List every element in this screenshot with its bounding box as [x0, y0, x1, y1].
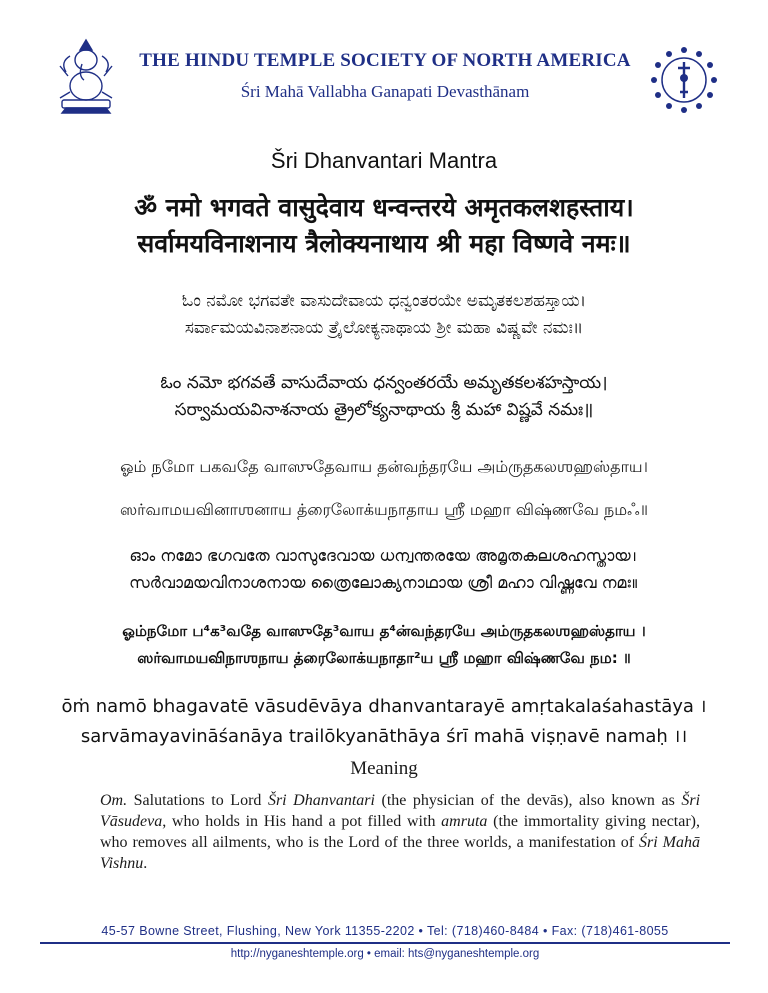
organization-name: THE HINDU TEMPLE SOCIETY OF NORTH AMERICA [139, 50, 631, 71]
kannada-verse [0, 288, 768, 342]
meaning-text-part: Salutations to Lord [127, 792, 268, 809]
malayalam-verse [0, 542, 768, 596]
verse-line: सर्वामयविनाशनाय त्रैलोक्यनाथाय श्री महा विष्णवे नमः॥ [137, 229, 631, 258]
grantha-verse-line-1 [0, 455, 768, 479]
meaning-text-part: (the physician of the devās), also known as [374, 792, 682, 809]
verse-line: ಓಂ ನಮೋ ಭಗವತೇ ವಾಸುದೇವಾಯ ಧನ್ವಂತರಯೇ ಅಮೃತಕಲಶಹಸ್ತಾಯ। [181, 291, 587, 311]
temple-subtitle: Śri Mahā Vallabha Ganapati Devasthānam [240, 82, 530, 101]
letterhead [0, 30, 768, 120]
footer-contact: http://nyganeshtemple.org • email: hts@nyganeshtemple.org [230, 948, 540, 960]
meaning-heading: Meaning [350, 758, 418, 779]
mantra-title: Šri Dhanvantari Mantra [270, 148, 498, 173]
verse-line: sarvāmayavināśanāya trailōkyanāthāya śrī mahā viṣṇavē namaḥ ।। [80, 726, 688, 747]
verse-line: ōṁ namō bhagavatē vāsudēvāya dhanvantarayē amṛtakalaśahastāya । [61, 696, 707, 717]
temple-seal-icon [650, 46, 718, 114]
tamil-verse [0, 618, 768, 672]
footer-divider [40, 942, 730, 944]
nectar-word: amruta [441, 813, 488, 830]
meaning-text-part: (the immortality giving nectar), who removes all ailments, who is the Lord of the three worlds, a manifestation of [100, 813, 701, 851]
verse-line: സർവാമയവിനാശനായ ത്രൈലോക്യനാഥായ ശ്രീ മഹാ വിഷ്ണവേ നമഃ॥ [129, 573, 639, 592]
om-word: Om. [100, 792, 128, 809]
verse-line: ఓం నమో భగవతే వాసుదేవాయ ధన్వంతరయే అమృతకలశహస్తాయ। [160, 373, 608, 393]
verse-line: ॐ नमो भगवते वासुदेवाय धन्वन्तरये अमृतकलशहस्ताय। [134, 193, 634, 222]
deity-name: Šri Dhanvantari [267, 792, 375, 809]
footer-address: 45-57 Bowne Street, Flushing, New York 11355-2202 • Tel: (718)460-8484 • Fax: (718)461-8055 [101, 924, 669, 938]
meaning-text-part: . [143, 855, 148, 872]
verse-line: ஓம்நமோ ப⁴க³வதே வாஸுதே³வாய த⁴ன்வந்தரயே அம்ருதகலஶஹஸ்தாய । [122, 622, 646, 640]
meaning-text-part: , who holds in His hand a pot filled with [162, 813, 442, 830]
verse-line: ஸர்வாமயவினாஶனாய த்ரைலோக்யநாதாய ஶ்ரீ மஹா விஷ்ணவே நமஃ॥ [119, 500, 649, 519]
iast-transliteration [0, 692, 768, 752]
devanagari-verse [0, 190, 768, 262]
verse-line: ഓം നമോ ഭഗവതേ വാസുദേവായ ധന്വന്തരയേ അമൃതകലശഹസ്തായ। [129, 546, 639, 565]
verse-line: ஸர்வாமயவிநாஶநாய த்ரைலோக்யநாதா²ய ஶ்ரீ மஹா விஷ்ணவே நம: ॥ [137, 649, 631, 667]
deity-name: Šri Vāsudeva [100, 792, 701, 830]
deity-name: Śri Mahā Vishnu [100, 834, 700, 872]
meaning-paragraph [100, 790, 700, 874]
ganesha-logo-icon [52, 36, 120, 114]
telugu-verse [0, 370, 768, 424]
grantha-verse-line-2 [0, 498, 768, 522]
verse-line: ஓம் நமோ பகவதே வாஸுதேவாய தன்வந்தரயே அம்ருதகலஶஹஸ்தாய। [120, 457, 648, 476]
verse-line: ಸರ್ವಾಮಯವಿನಾಶನಾಯ ತ್ರೈಲೋಕ್ಯನಾಥಾಯ ಶ್ರೀ ಮಹಾ ವಿಷ್ಣವೇ ನಮಃ॥ [184, 318, 584, 338]
verse-line: సర్వామయవినాశనాయ త్రైలోక్యనాథాయ శ్రీ మహా విష్ణవే నమః॥ [174, 400, 594, 420]
